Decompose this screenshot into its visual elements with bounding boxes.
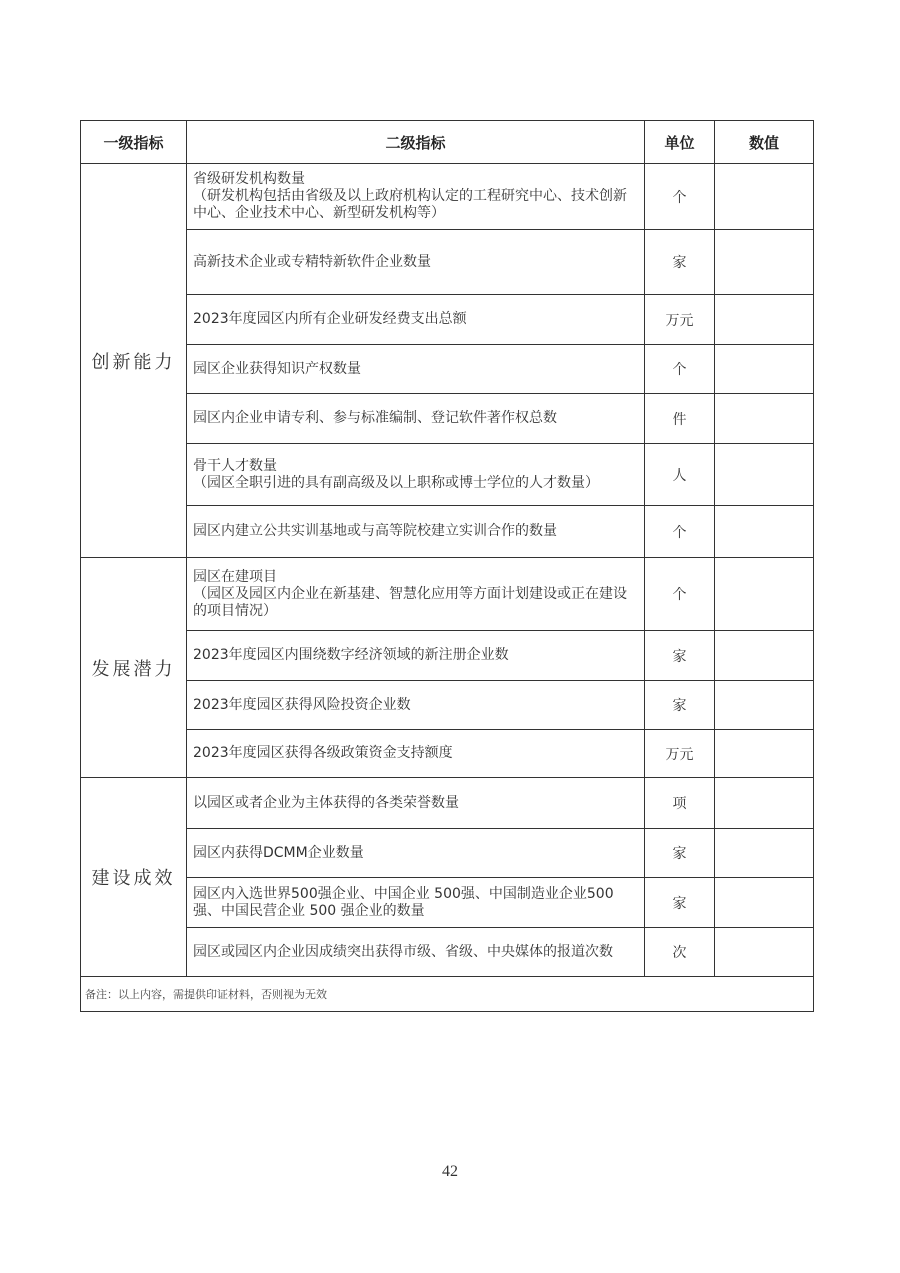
table-row	[81, 506, 814, 558]
table-row	[81, 444, 814, 506]
indicator-title: 园区在建项目	[193, 568, 277, 585]
unit-cell: 个	[645, 558, 715, 631]
unit-cell: 家	[645, 681, 715, 730]
indicator-cell	[187, 558, 645, 631]
unit-cell: 万元	[645, 730, 715, 778]
table-row	[81, 878, 814, 928]
unit-cell: 个	[645, 345, 715, 394]
indicator-table	[80, 120, 814, 1012]
table-row	[81, 394, 814, 444]
value-cell[interactable]	[715, 928, 814, 977]
unit-cell: 项	[645, 778, 715, 829]
indicator-cell: 2023年度园区内围绕数字经济领域的新注册企业数	[187, 631, 645, 681]
value-cell[interactable]	[715, 230, 814, 295]
value-cell[interactable]	[715, 394, 814, 444]
table-row	[81, 295, 814, 345]
indicator-cell: 2023年度园区获得各级政策资金支持额度	[187, 730, 645, 778]
indicator-cell: 以园区或者企业为主体获得的各类荣誉数量	[187, 778, 645, 829]
value-cell[interactable]	[715, 295, 814, 345]
unit-cell: 件	[645, 394, 715, 444]
category-potential: 发展潜力	[81, 558, 187, 778]
category-innovation: 创新能力	[81, 164, 187, 558]
indicator-cell: 高新技术企业或专精特新软件企业数量	[187, 230, 645, 295]
unit-cell: 家	[645, 230, 715, 295]
value-cell[interactable]	[715, 730, 814, 778]
table-row	[81, 778, 814, 829]
footnote: 备注：以上内容，需提供印证材料，否则视为无效	[81, 977, 814, 1012]
indicator-title: 骨干人才数量	[193, 457, 277, 474]
header-value: 数值	[715, 121, 814, 164]
indicator-cell: 园区企业获得知识产权数量	[187, 345, 645, 394]
value-cell[interactable]	[715, 778, 814, 829]
category-achievement: 建设成效	[81, 778, 187, 977]
value-cell[interactable]	[715, 631, 814, 681]
value-cell[interactable]	[715, 164, 814, 230]
table-row	[81, 631, 814, 681]
unit-cell: 万元	[645, 295, 715, 345]
table-row	[81, 345, 814, 394]
indicator-note: （研发机构包括由省级及以上政府机构认定的工程研究中心、技术创新中心、企业技术中心、新型研发机构等）	[193, 188, 627, 221]
indicator-title: 省级研发机构数量	[193, 171, 305, 187]
unit-cell: 家	[645, 631, 715, 681]
table-row	[81, 928, 814, 977]
value-cell[interactable]	[715, 878, 814, 928]
indicator-cell: 园区内建立公共实训基地或与高等院校建立实训合作的数量	[187, 506, 645, 558]
header-unit: 单位	[645, 121, 715, 164]
indicator-cell: 园区内获得DCMM企业数量	[187, 829, 645, 878]
table-header-row	[81, 121, 814, 164]
indicator-cell	[187, 164, 645, 230]
unit-cell: 人	[645, 444, 715, 506]
unit-cell: 家	[645, 829, 715, 878]
unit-cell: 家	[645, 878, 715, 928]
unit-cell: 个	[645, 506, 715, 558]
footnote-row	[81, 977, 814, 1012]
table-row	[81, 558, 814, 631]
table-row	[81, 230, 814, 295]
value-cell[interactable]	[715, 558, 814, 631]
unit-cell: 次	[645, 928, 715, 977]
value-cell[interactable]	[715, 345, 814, 394]
indicator-cell: 园区内入选世界500强企业、中国企业 500强、中国制造业企业500 强、中国民营企业 500 强企业的数量	[187, 878, 645, 928]
page-number: 42	[442, 1163, 458, 1180]
value-cell[interactable]	[715, 829, 814, 878]
table-row	[81, 730, 814, 778]
header-level1: 一级指标	[81, 121, 187, 164]
value-cell[interactable]	[715, 681, 814, 730]
indicator-cell: 园区内企业申请专利、参与标准编制、登记软件著作权总数	[187, 394, 645, 444]
indicator-note: （园区及园区内企业在新基建、智慧化应用等方面计划建设或正在建设的项目情况）	[193, 585, 627, 619]
table-row	[81, 681, 814, 730]
table-row	[81, 164, 814, 230]
indicator-cell: 园区或园区内企业因成绩突出获得市级、省级、中央媒体的报道次数	[187, 928, 645, 977]
table-row	[81, 829, 814, 878]
header-level2: 二级指标	[187, 121, 645, 164]
value-cell[interactable]	[715, 506, 814, 558]
value-cell[interactable]	[715, 444, 814, 506]
indicator-note: （园区全职引进的具有副高级及以上职称或博士学位的人才数量）	[193, 474, 599, 491]
unit-cell: 个	[645, 164, 715, 230]
indicator-cell: 2023年度园区内所有企业研发经费支出总额	[187, 295, 645, 345]
indicator-cell	[187, 444, 645, 506]
indicator-cell: 2023年度园区获得风险投资企业数	[187, 681, 645, 730]
